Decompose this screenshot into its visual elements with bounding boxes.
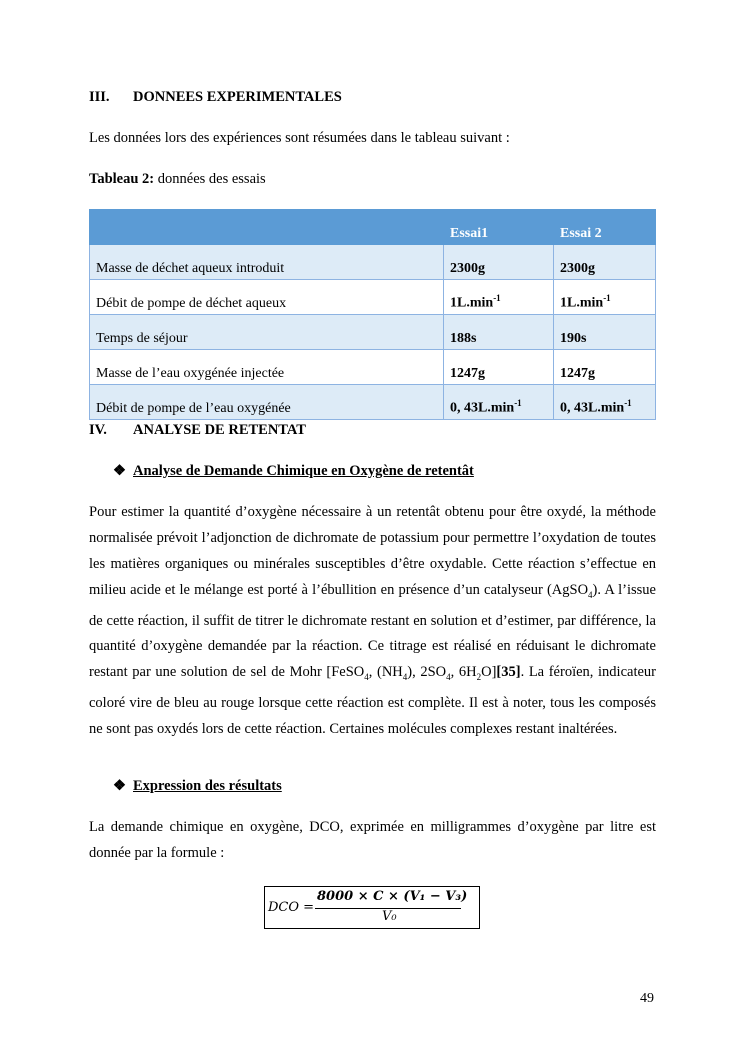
row-label: Temps de séjour: [90, 315, 444, 350]
cell-essai1: 2300g: [444, 245, 554, 280]
cell-essai1: [444, 280, 554, 315]
cell-essai2: 2300g: [554, 245, 656, 280]
value-text: 1L.min: [560, 296, 604, 311]
row-label: Débit de pompe de l’eau oxygénée: [90, 385, 444, 420]
section-title: ANALYSE DE RETENTAT: [133, 422, 306, 438]
intro-text: Les données lors des expériences sont résumées dans le tableau suivant :: [89, 130, 510, 146]
cell-essai1: [444, 385, 554, 420]
formula-denominator: V₀: [382, 909, 397, 924]
diamond-bullet-icon: ❖: [113, 778, 126, 794]
subheading-text: Expression des résultats: [133, 778, 282, 794]
table-row: [90, 245, 656, 280]
value-exponent: -1: [603, 293, 611, 304]
section-number: IV.: [89, 422, 107, 438]
value-exponent: -1: [624, 398, 632, 409]
cell-essai2: 1247g: [554, 350, 656, 385]
section-number: III.: [89, 89, 110, 105]
cell-essai1: 188s: [444, 315, 554, 350]
value-exponent: -1: [514, 398, 522, 409]
paragraph-dco-formula-intro: La demande chimique en oxygène, DCO, exprimée en milligrammes d’oxygène par litre est donnée par la formule :: [89, 819, 656, 861]
cell-essai2: [554, 280, 656, 315]
table-header-cell: [90, 210, 444, 245]
value-text: 0, 43L.min: [560, 401, 625, 416]
diamond-bullet-icon: ❖: [113, 463, 126, 479]
value-text: 1L.min: [450, 296, 494, 311]
table-caption-label: Tableau 2:: [89, 171, 155, 187]
paragraph-dco-method: Pour estimer la quantité d’oxygène nécessaire à un retentât obtenu pour être oxydé, la méthode normalisée prévoit l’adjonction de dichromate de potassium pour permettre l’oxydation de toutes les matières organiques ou minérales susceptibles d’être oxydable. Cette réaction s’effectue en milieu acide et le mélange est porté à l’ébullition en présence d’un catalyseur (AgSO$_4$). A l’issue de cette réaction, il suffit de titrer le dichromate restant en solution et d’estimer, par différence, la quantité d’oxygène demandée par la réaction. Ce titrage est réalisé en réduisant le dichromate restant par une solution de sel de Mohr [FeSO$_4$, $(NH_4)$, $2SO_4$, $6H_2O][35]$. La féroïen, indicateur coloré vire de bleu au rouge lorsque cette réaction est complète. Il est à noter, tous les composés ne sont pas oxydés lors de cette réaction. Certaines molécules complexes restant inaltérées.: [89, 504, 656, 738]
table-header-cell: Essai 2: [554, 210, 656, 245]
cell-essai2: 190s: [554, 315, 656, 350]
subheading-expression: [113, 778, 282, 795]
row-label: Masse de l’eau oxygénée injectée: [90, 350, 444, 385]
value-text: 0, 43L.min: [450, 401, 515, 416]
table-caption: [89, 171, 266, 188]
data-table: [89, 209, 656, 420]
page-number: 49: [640, 991, 654, 1006]
formula-numerator: 8000 × C × (V₁ − V₃): [317, 889, 468, 904]
table-row: [90, 315, 656, 350]
row-label: Débit de pompe de déchet aqueux: [90, 280, 444, 315]
table-header-cell: Essai1: [444, 210, 554, 245]
cell-essai2: [554, 385, 656, 420]
dco-formula-box: [264, 886, 480, 929]
table-row: [90, 385, 656, 420]
subheading-analyse: [113, 463, 474, 480]
value-exponent: -1: [493, 293, 501, 304]
cell-essai1: 1247g: [444, 350, 554, 385]
table-row: [90, 350, 656, 385]
table-caption-text: données des essais: [157, 171, 266, 187]
table-header-row: [90, 210, 656, 245]
formula-lhs: DCO =: [268, 900, 315, 915]
table-row: [90, 280, 656, 315]
row-label: Masse de déchet aqueux introduit: [90, 245, 444, 280]
subheading-text: Analyse de Demande Chimique en Oxygène de retentât: [133, 463, 474, 479]
citation-ref: [35]: [496, 664, 521, 681]
section-title: DONNEES EXPERIMENTALES: [133, 89, 342, 105]
